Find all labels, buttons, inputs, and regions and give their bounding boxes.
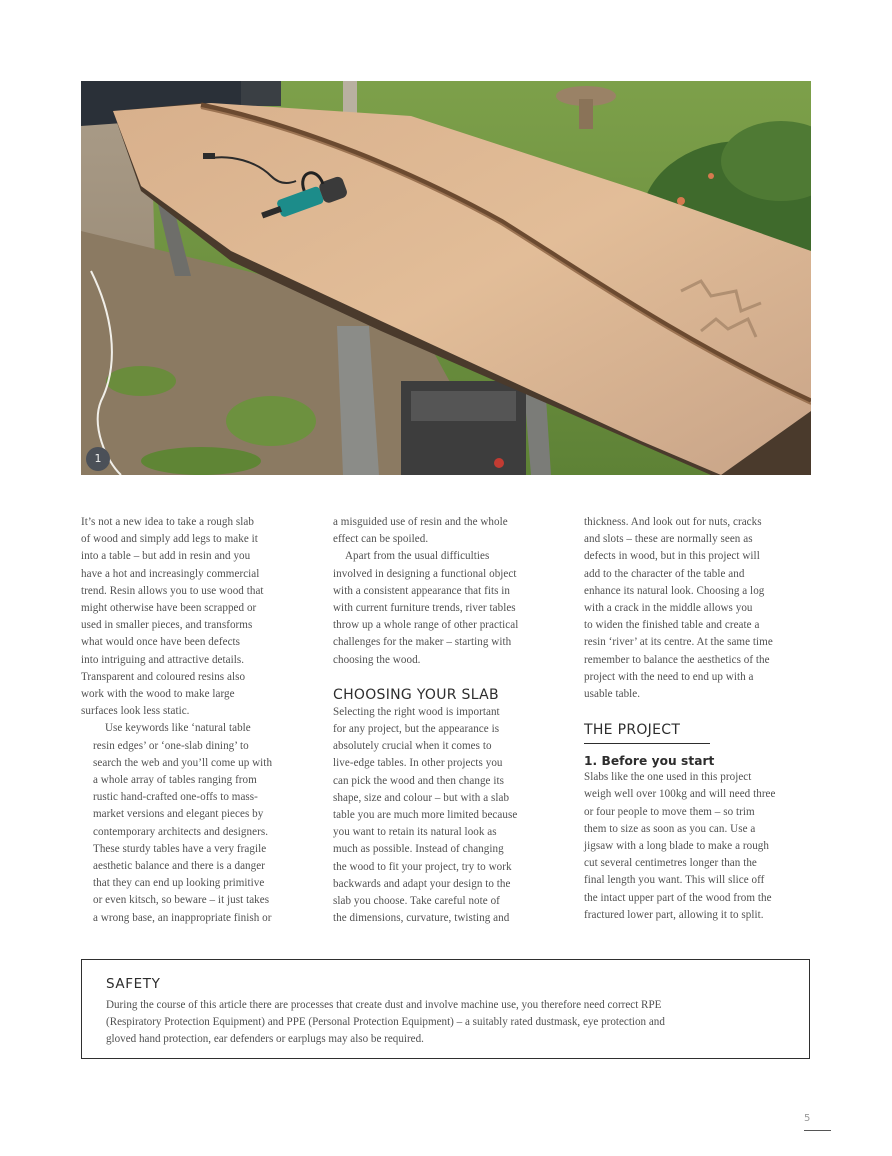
paragraph: It’s not a new idea to take a rough slab of wood and simply add legs to make it into a table – but add in resin and you have a hot and increasingly commercial trend. Resin allows you to use wood that might otherwise have been scrapped or used in smaller pieces, and transforms what would once have been defects into intriguing and attractive details. Transparent and coloured resins also work with the wood to make large surfaces look less static. (81, 516, 264, 718)
step-heading-before-you-start: 1. Before you start (584, 754, 715, 769)
paragraph: Apart from the usual difficulties involved in designing a functional object with a consistent appearance that fits in with current furniture trends, river tables throw up a whole range of other practical challenges for the maker – starting with choosing the wood. (333, 550, 519, 666)
page-number-rule (804, 1130, 831, 1131)
paragraph: Slabs like the one used in this project weigh well over 100kg and will need three or four people to move them – so trim them to size as soon as you can. Use a jigsaw with a long blade to make a rough cut several centimetres longer than the final length you want. This will slice off the intact upper part of the wood from the fractured lower part, allowing it to split. (584, 771, 776, 921)
safety-title: SAFETY (106, 976, 161, 992)
safety-box (81, 959, 810, 1059)
slab-on-trestles-image (81, 81, 811, 475)
paragraph: thickness. And look out for nuts, cracks and slots – these are normally seen as defects in wood, but in this project will add to the character of the table and enhance its natural look. Choosing a log with a crack in the middle allows you to widen the finished table and create a resin ‘river’ at its centre. At the same time remember to balance the aesthetics of the project with the need to end up with a usable table. (584, 516, 773, 701)
section-heading-the-project: THE PROJECT (584, 721, 710, 744)
paragraph: a misguided use of resin and the whole effect can be spoiled. (333, 516, 508, 546)
figure-number-badge: 1 (86, 447, 110, 471)
text-column-2 (333, 514, 563, 927)
text-column-1 (81, 514, 311, 927)
page-number: 5 (804, 1113, 811, 1124)
paragraph: Selecting the right wood is important for any project, but the appearance is absolutely crucial when it comes to live-edge tables. In other projects you can pick the wood and then change its shape, size and colour – but with a slab table you are much more limited because you want to retain its natural look as much as possible. Instead of changing the wood to fit your project, try to work backwards and adapt your design to the slab you choose. Take careful note of the dimensions, curvature, twisting and (333, 705, 518, 925)
section-heading-choosing-your-slab: CHOOSING YOUR SLAB (333, 686, 499, 703)
safety-body: During the course of this article there are processes that create dust and involve machine use, you therefore need correct RPE (Respiratory Protection Equipment) and PPE (Personal Protection Equipment) – a suitably rated dustmask, eye protection and gloved hand protection, ear defenders or earplugs may also be required. (106, 999, 665, 1045)
paragraph: Use keywords like ‘natural table resin edges’ or ‘one-slab dining’ to search the web and you’ll come up with a whole array of tables ranging from rustic hand-crafted one-offs to mass- market versions and elegant pieces by contemporary architects and designers. These sturdy tables have a very fragile aesthetic balance and there is a danger that they can end up looking primitive or even kitsch, so beware – it just takes a wrong base, an inappropriate finish or (93, 722, 273, 924)
hero-photo (81, 81, 811, 475)
text-column-3 (584, 514, 814, 924)
